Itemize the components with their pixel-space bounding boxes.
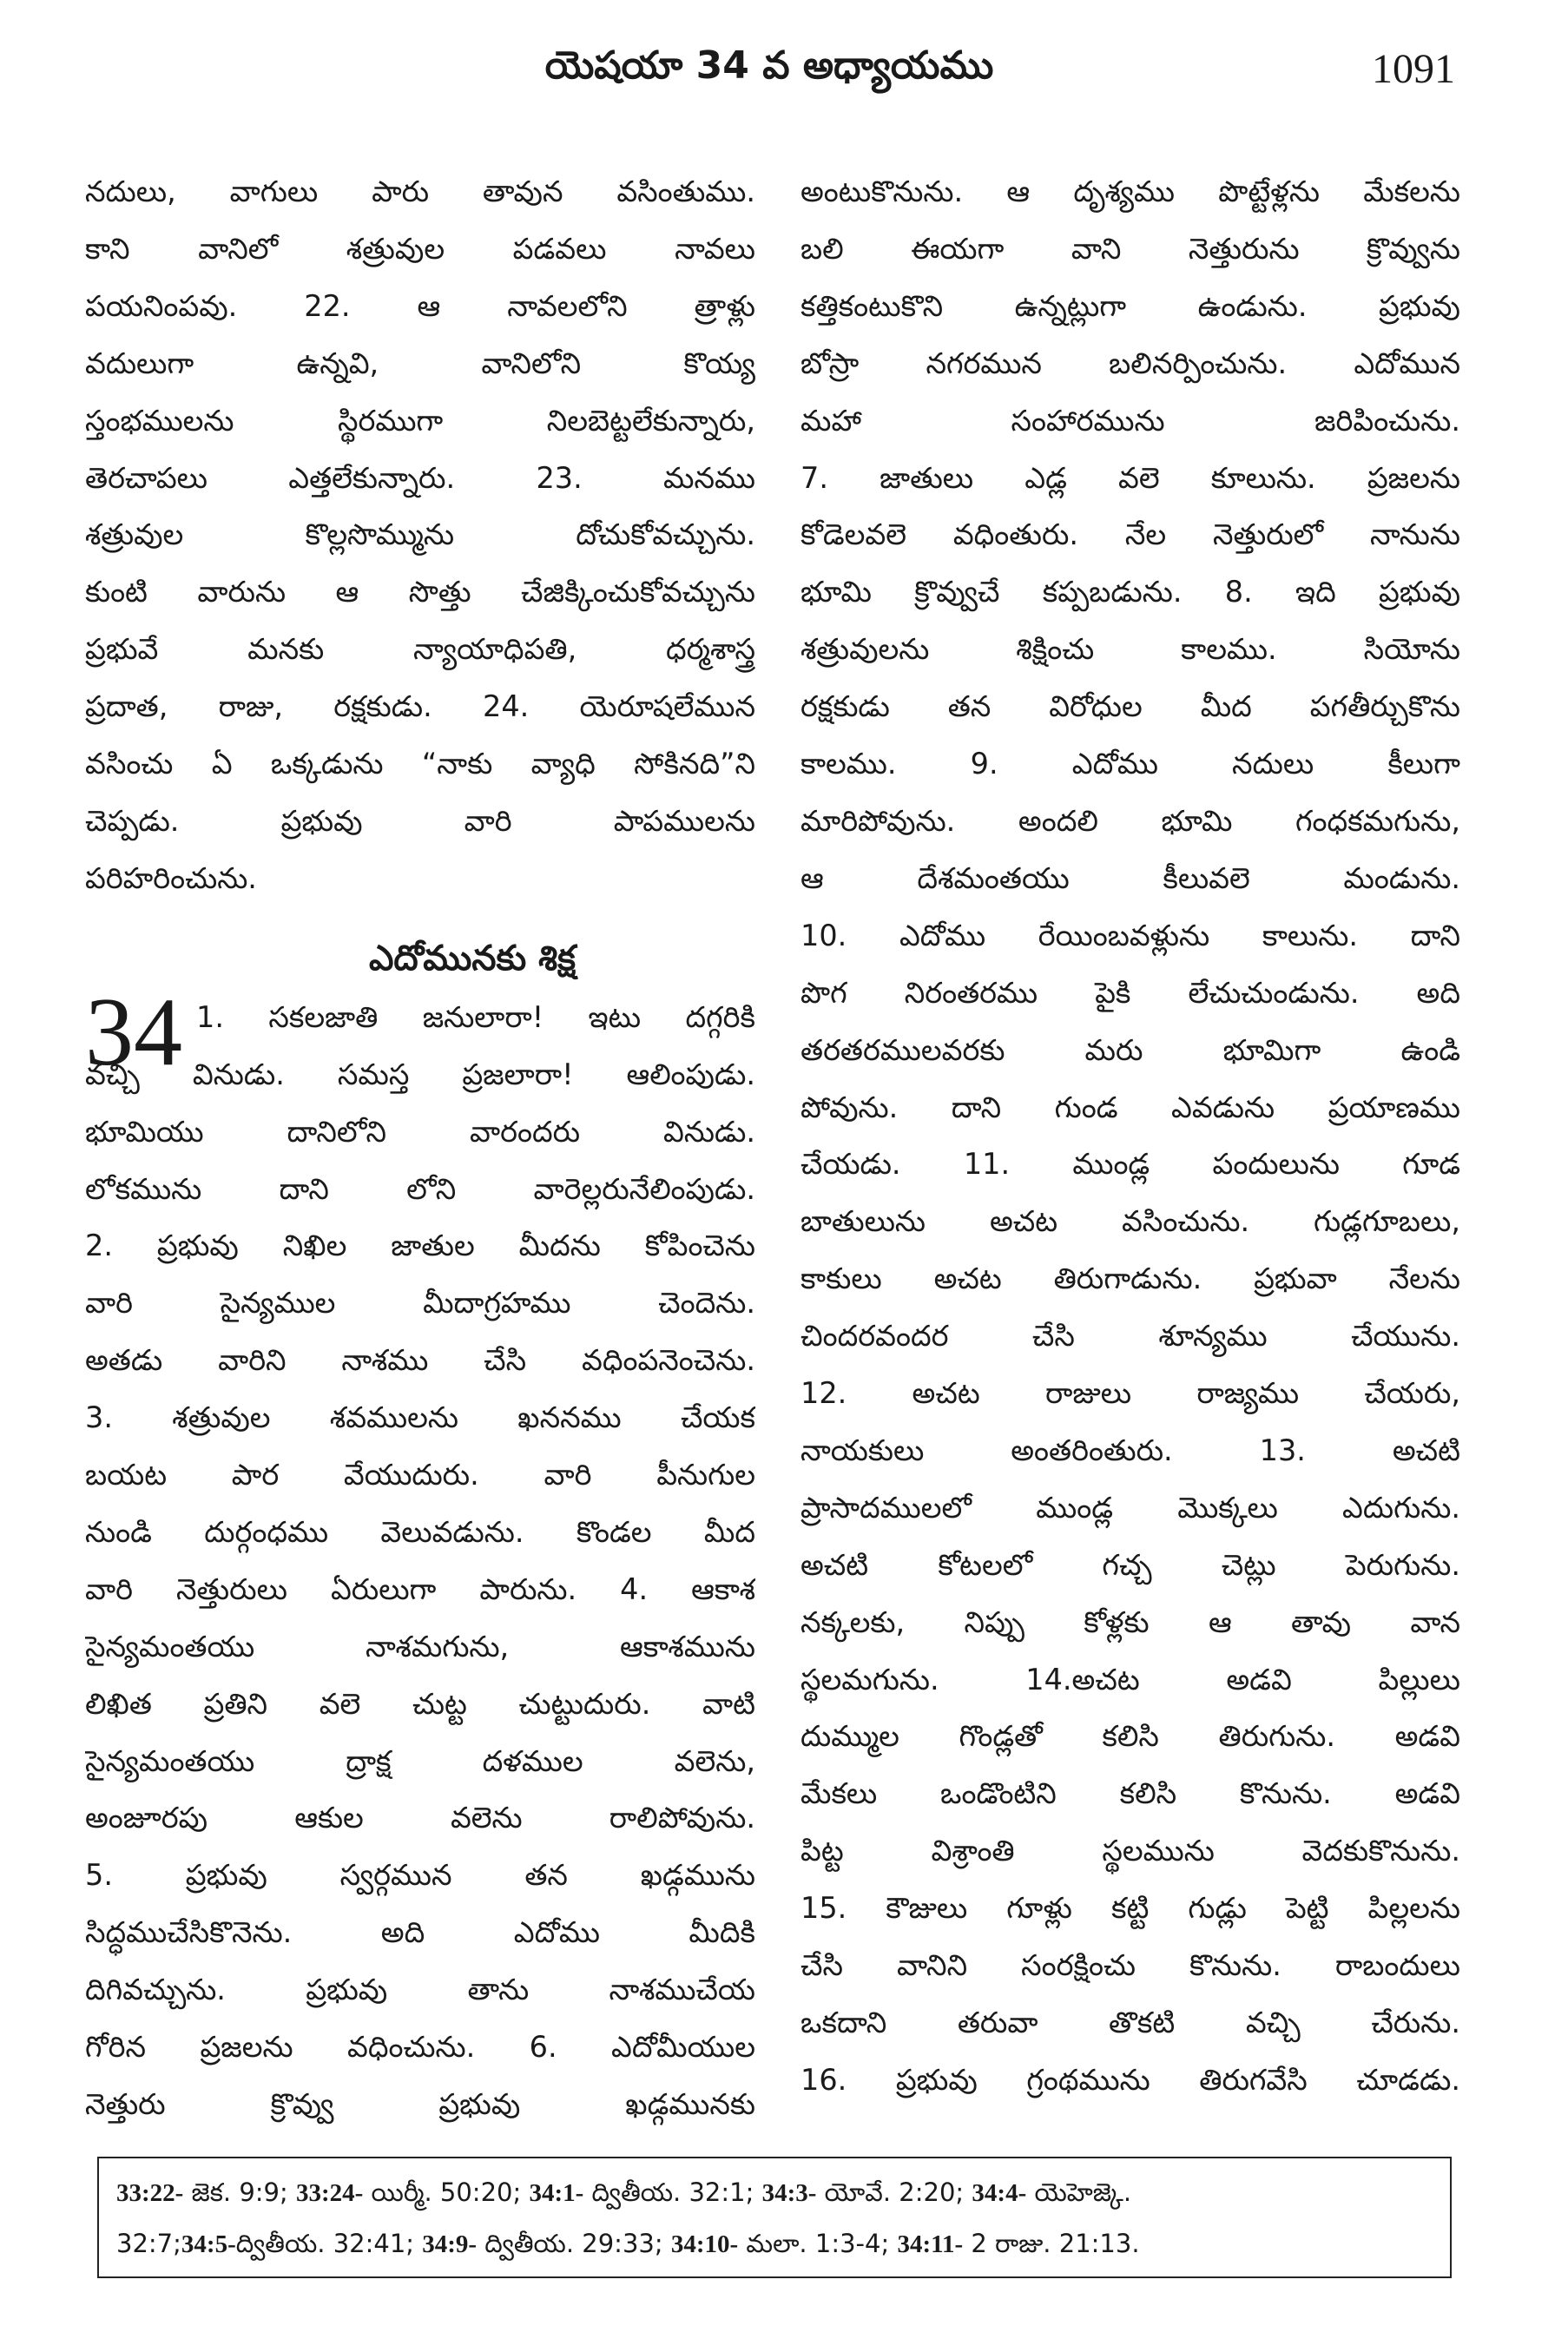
text-line: వదులుగా ఉన్నవి, వానిలోని కొయ్య — [85, 346, 755, 380]
cross-reference-verse: 34:3- — [761, 2179, 817, 2207]
text-line: అంటుకొనును. ఆ దృశ్యము పొట్టేళ్లను మేకలను — [800, 175, 1460, 208]
text-line: బాతులును అచట వసించును. గుడ్లగూబలు, — [800, 1204, 1460, 1239]
text-line: లోకమును దాని లోని వారెల్లరునేలింపుడు. — [85, 1171, 755, 1206]
text-line: మేకలు ఒండొంటిని కలిసి కొనును. అడవి — [800, 1776, 1460, 1811]
text-line: గోరిన ప్రజలను వధించును. 6. ఎదోమీయుల — [85, 2030, 755, 2065]
text-line: వారి సైన్యముల మీదాగ్రహము చెందెను. — [85, 1286, 755, 1321]
left-column — [85, 163, 755, 2133]
left-column-continued-text — [85, 1046, 755, 2133]
text-line: సిద్ధముచేసికొనెను. అది ఎదోము మీదికి — [85, 1915, 755, 1950]
cross-reference-verse: 34:10- — [670, 2230, 739, 2258]
text-line: స్థలమగును. 14.అచట అడవి పిల్లులు — [800, 1662, 1460, 1696]
cross-reference-target: 32:7; — [116, 2229, 181, 2258]
cross-reference-line — [116, 2218, 1433, 2270]
text-line: భూమి క్రొవ్వుచే కప్పబడును. 8. ఇది ప్రభువు — [800, 575, 1460, 609]
text-line: కాలము. 9. ఎదోము నదులు కీలుగా — [800, 747, 1460, 781]
text-line: కత్తికంటుకొని ఉన్నట్లుగా ఉండును. ప్రభువు — [800, 288, 1460, 323]
text-line: తెరచాపలు ఎత్తలేకున్నారు. 23. మనము — [85, 460, 755, 495]
text-line: కాకులు అచట తిరుగాడును. ప్రభువా నేలను — [800, 1262, 1460, 1296]
right-column-text — [800, 163, 1460, 2109]
text-line: వసించు ఏ ఒక్కడును “నాకు వ్యాధి సోకినది”ని — [85, 747, 755, 781]
cross-reference-verse: 33:22- — [116, 2179, 184, 2207]
text-line: నదులు, వాగులు పారు తావున వసింతుము. — [85, 175, 755, 208]
text-line: పొగ నిరంతరము పైకి లేచుచుండును. అది — [800, 975, 1460, 1010]
text-line: స్తంభములను స్థిరముగా నిలబెట్టలేకున్నారు, — [85, 403, 755, 438]
text-line: చెప్పడు. ప్రభువు వారి పాపములను — [85, 803, 755, 838]
chapter-first-lines — [85, 989, 755, 1046]
text-line: 2. ప్రభువు నిఖిల జాతుల మీదను కోపించెను — [85, 1229, 755, 1263]
chapter-number: 34 — [85, 978, 182, 1086]
text-line: చిందరవందర చేసి శూన్యము చేయును. — [800, 1319, 1460, 1354]
text-line: నెత్తురు క్రొవ్వు ప్రభువు ఖడ్గమునకు — [85, 2087, 755, 2121]
cross-reference-target: జెక. 9:9; — [183, 2177, 296, 2207]
text-line: చేయడు. 11. ముండ్ల పందులును గూడ — [800, 1147, 1460, 1182]
text-line: 12. అచట రాజులు రాజ్యము చేయరు, — [800, 1376, 1460, 1411]
page-header — [83, 35, 1455, 113]
page-number: 1091 — [1372, 46, 1455, 92]
cross-reference-verse: 33:24- — [295, 2179, 364, 2207]
text-line: నాయకులు అంతరింతురు. 13. అచటి — [800, 1433, 1460, 1467]
text-line: కుంటి వారును ఆ సొత్తు చేజిక్కించుకోవచ్చును — [85, 575, 755, 609]
text-line: మహా సంహారమును జరిపించును. — [800, 403, 1460, 438]
cross-reference-verse: 34:11- — [897, 2230, 964, 2258]
text-line: 15. కౌజులు గూళ్లు కట్టి గుడ్లు పెట్టి పిల్లలను — [800, 1891, 1460, 1926]
text-line: శత్రువుల కొల్లసొమ్మును దోచుకోవచ్చును. — [85, 517, 755, 552]
text-line: తరతరములవరకు మరు భూమిగా ఉండి — [800, 1032, 1460, 1067]
cross-reference-target: యెహెజ్కె. — [1026, 2177, 1132, 2207]
cross-reference-verse: 34:9- — [422, 2230, 478, 2258]
text-line: నక్కలకు, నిప్పు కోళ్లకు ఆ తావు వాన — [800, 1604, 1460, 1639]
text-line: ఒకదాని తరువా తొకటి వచ్చి చేరును. — [800, 2006, 1460, 2039]
cross-reference-verse: 34:4- — [972, 2179, 1027, 2207]
text-line: భూమియు దానిలోని వారందరు వినుడు. — [85, 1114, 755, 1149]
text-line: సైన్యమంతయు నాశమగును, ఆకాశమును — [85, 1629, 755, 1664]
right-column — [800, 163, 1460, 2109]
cross-reference-verse: 34:1- — [529, 2179, 584, 2207]
text-line: నుండి దుర్గంధము వెలువడును. కొండల మీద — [85, 1514, 755, 1549]
text-line: 5. ప్రభువు స్వర్గమున తన ఖడ్గమును — [85, 1858, 755, 1893]
text-line: అతడు వారిని నాశము చేసి వధింపనెంచెను. — [85, 1343, 755, 1378]
text-line: పరిహరించును. — [85, 860, 257, 895]
text-line: 3. శత్రువుల శవములను ఖననము చేయక — [85, 1400, 755, 1435]
text-line: ప్రభువే మనకు న్యాయాధిపతి, ధర్మశాస్త్ర — [85, 632, 755, 667]
text-line: దిగివచ్చును. ప్రభువు తాను నాశముచేయ — [85, 1973, 755, 2007]
text-line: లిఖిత ప్రతిని వలె చుట్ట చుట్టుదురు. వాటి — [85, 1686, 755, 1721]
text-line: సైన్యమంతయు ద్రాక్ష దళముల వలెను, — [85, 1743, 755, 1778]
text-line: మారిపోవును. అందలి భూమి గంధకమగును, — [800, 803, 1460, 838]
text-line: అంజూరపు ఆకుల వలెను రాలిపోవును. — [85, 1801, 755, 1835]
cross-reference-target: యిర్మీ. 50:20; — [363, 2177, 530, 2207]
text-line: పోవును. దాని గుండ ఎవడును ప్రయాణము — [800, 1090, 1460, 1124]
cross-reference-verse: 34:5- — [181, 2230, 236, 2258]
text-line: వచ్చి వినుడు. సమస్త ప్రజలారా! ఆలింపుడు. — [85, 1057, 755, 1091]
text-line: కాని వానిలో శత్రువుల పడవలు నావలు — [85, 231, 755, 266]
text-line: 16. ప్రభువు గ్రంథమును తిరుగవేసి చూడడు. — [800, 2062, 1460, 2097]
text-line: అచటి కోటలలో గచ్చ చెట్లు పెరుగును. — [800, 1547, 1460, 1582]
text-line: బోస్రా నగరమున బలినర్పించును. ఎదోమున — [800, 346, 1460, 380]
text-line: 10. ఎదోము రేయింబవళ్లును కాలును. దాని — [800, 918, 1460, 952]
cross-reference-target: మలా. 1:3-4; — [738, 2229, 898, 2258]
cross-reference-target: యోవే. 2:20; — [816, 2177, 972, 2207]
text-line: 1. సకలజాతి జనులారా! ఇటు దగ్గరికి — [196, 999, 755, 1034]
cross-reference-target: 2 రాజు. 21:13. — [963, 2229, 1140, 2258]
chapter-title: యెషయా 34 వ అధ్యాయము — [544, 43, 994, 88]
text-line: రక్షకుడు తన విరోధుల మీద పగతీర్చుకొను — [800, 689, 1460, 724]
cross-reference-target: ద్వితీయ. 29:33; — [477, 2229, 671, 2258]
text-line: దుమ్ముల గొండ్లతో కలిసి తిరుగును. అడవి — [800, 1719, 1460, 1754]
text-line: 7. జాతులు ఎడ్ల వలె కూలును. ప్రజలను — [800, 460, 1460, 495]
text-line: శత్రువులను శిక్షించు కాలము. సియోను — [800, 632, 1460, 667]
text-line: బయట పార వేయుదురు. వారి పీనుగుల — [85, 1458, 755, 1492]
text-line: ప్రదాత, రాజు, రక్షకుడు. 24. యెరూషలేమున — [85, 689, 755, 724]
left-column-text — [85, 163, 755, 907]
text-line: పయనింపవు. 22. ఆ నావలలోని త్రాళ్లు — [85, 288, 755, 323]
cross-reference-line — [116, 2167, 1433, 2218]
cross-reference-target: ద్వితీయ. 32:41; — [235, 2229, 423, 2258]
text-line: బలి ఈయగా వాని నెత్తురును క్రొవ్వును — [800, 231, 1460, 266]
cross-reference-box — [97, 2157, 1452, 2278]
text-line: పిట్ట విశ్రాంతి స్థలమును వెదకుకొనును. — [800, 1834, 1460, 1868]
section-heading: ఎదోమునకు శిక్ష — [368, 938, 576, 978]
text-line: చేసి వానిని సంరక్షించు కొనును. రాబందులు — [800, 1948, 1460, 1983]
text-line: వారి నెత్తురులు ఏరులుగా పారును. 4. ఆకాశ — [85, 1571, 755, 1606]
text-line: ప్రాసాదములలో ముండ్ల మొక్కలు ఎదుగును. — [800, 1490, 1460, 1525]
cross-reference-target: ద్వితీయ. 32:1; — [583, 2177, 762, 2207]
text-line: కోడెలవలె వధింతురు. నేల నెత్తురులో నానును — [800, 517, 1460, 552]
text-line: ఆ దేశమంతయు కీలువలె మండును. — [800, 860, 1460, 895]
